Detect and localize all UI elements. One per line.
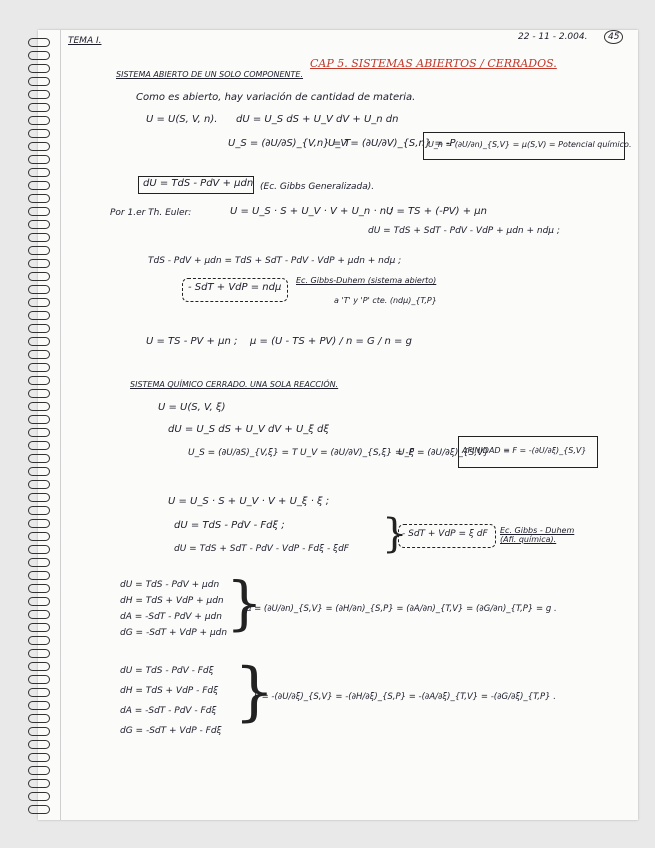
section-title-closed-system: SISTEMA QUÍMICO CERRADO. UNA SOLA REACCIÓN.: [130, 380, 339, 389]
binding-ring: [28, 103, 50, 112]
binding-ring: [28, 610, 50, 619]
eq-dh-f: dH = TdS + VdP - Fdξ: [120, 686, 219, 696]
note-constant-tp: a 'T' y 'P' cte. (ndμ)_{T,P}: [334, 296, 437, 305]
eq-du-f: dU = TdS - PdV - Fdξ: [120, 666, 214, 676]
eq-dg-n: dG = -SdT + VdP + μdn: [120, 628, 228, 638]
eq-us: U_S = (∂U/∂S)_{V,n} = T: [228, 138, 351, 149]
eq-uv: U_V = (∂U/∂V)_{S,n} = -P: [328, 138, 456, 149]
binding-ring: [28, 662, 50, 671]
eq-u-xi: U = U(S, V, ξ): [158, 402, 226, 413]
binding-ring: [28, 168, 50, 177]
eq-euler: U = U_S · S + U_V · V + U_n · n ;: [230, 206, 393, 217]
eq-mu-equalities: μ = (∂U/∂n)_{S,V} = (∂H/∂n)_{S,P} = (∂A/∂n)_{T,V} = (∂G/∂n)_{T,P} = g .: [246, 604, 557, 614]
eq-gibbs-generalized: dU = TdS - PdV + μdn: [143, 178, 254, 189]
binding-ring: [28, 805, 50, 814]
binding-ring: [28, 467, 50, 476]
binding-ring: [28, 415, 50, 424]
note-gibbs-generalized: (Ec. Gibbs Generalizada).: [260, 182, 375, 192]
binding-ring: [28, 688, 50, 697]
binding-ring: [28, 311, 50, 320]
binding-ring: [28, 779, 50, 788]
binding-ring: [28, 766, 50, 775]
binding-ring: [28, 740, 50, 749]
binding-ring: [28, 142, 50, 151]
note-gibbs-duhem-affinity: Ec. Gibbs - Duhem (Afi. química).: [500, 526, 575, 544]
binding-ring: [28, 220, 50, 229]
eq-u-euler: U = TS - PV + μn ;: [146, 336, 238, 347]
binding-ring: [28, 532, 50, 541]
binding-ring: [28, 727, 50, 736]
note-gibbs-duhem-open: Ec. Gibbs-Duhem (sistema abierto): [296, 276, 437, 285]
eq-da-n: dA = -SdT - PdV + μdn: [120, 612, 222, 622]
eq-du-xi: dU = U_S dS + U_V dV + U_ξ dξ: [168, 424, 329, 435]
binding-ring: [28, 350, 50, 359]
binding-ring: [28, 38, 50, 47]
binding-ring: [28, 441, 50, 450]
binding-ring: [28, 324, 50, 333]
eq-du-n: dU = TdS - PdV + μdn: [120, 580, 220, 590]
brace-right: }: [382, 511, 408, 557]
binding-ring: [28, 519, 50, 528]
notebook-page: [38, 30, 638, 820]
binding-ring: [28, 155, 50, 164]
binding-ring: [28, 402, 50, 411]
binding-ring: [28, 298, 50, 307]
binding-ring: [28, 623, 50, 632]
eq-du-long: dU = TdS + SdT - PdV - VdP - Fdξ - ξdF: [174, 544, 349, 554]
eq-u-function: U = U(S, V, n).: [146, 114, 218, 125]
eq-dg-f: dG = -SdT + VdP - Fdξ: [120, 726, 222, 736]
eq-mu-g: μ = (U - TS + PV) / n = G / n = g: [250, 336, 412, 347]
binding-ring: [28, 272, 50, 281]
binding-ring: [28, 64, 50, 73]
brace-potentials-f: }: [234, 655, 275, 729]
binding-ring: [28, 428, 50, 437]
brace-potentials-n: }: [226, 569, 263, 637]
section-title-open-system: SISTEMA ABIERTO DE UN SOLO COMPONENTE.: [116, 70, 304, 79]
binding-ring: [28, 285, 50, 294]
binding-ring: [28, 389, 50, 398]
binding-ring: [28, 545, 50, 554]
eq-du-short: dU = TdS - PdV - Fdξ ;: [174, 520, 285, 531]
binding-ring: [28, 701, 50, 710]
spiral-binding: [18, 30, 58, 820]
binding-ring: [28, 116, 50, 125]
binding-ring: [28, 753, 50, 762]
eq-euler-sub: U = TS + (-PV) + μn: [386, 206, 487, 217]
binding-ring: [28, 337, 50, 346]
binding-ring: [28, 259, 50, 268]
page-number: 45: [604, 30, 623, 44]
binding-ring: [28, 454, 50, 463]
binding-ring: [28, 584, 50, 593]
eq-du-total: dU = U_S dS + U_V dV + U_n dn: [236, 114, 399, 125]
eq-equate: TdS - PdV + μdn = TdS + SdT - PdV - VdP + μdn + ndμ ;: [148, 256, 402, 266]
binding-ring: [28, 129, 50, 138]
binding-ring: [28, 51, 50, 60]
margin-line: [60, 30, 61, 820]
eq-du-expanded: dU = TdS + SdT - PdV - VdP + μdn + ndμ ;: [368, 226, 560, 236]
binding-ring: [28, 636, 50, 645]
binding-ring: [28, 181, 50, 190]
binding-ring: [28, 246, 50, 255]
binding-ring: [28, 376, 50, 385]
chapter-title: CAP 5. SISTEMAS ABIERTOS / CERRADOS.: [310, 57, 557, 70]
binding-ring: [28, 233, 50, 242]
eq-gibbs-duhem-open: - SdT + VdP = ndμ: [188, 282, 282, 293]
binding-ring: [28, 194, 50, 203]
eq-us-xi: U_S = (∂U/∂S)_{V,ξ} = T: [188, 448, 298, 458]
binding-ring: [28, 363, 50, 372]
binding-ring: [28, 90, 50, 99]
eq-dh-n: dH = TdS + VdP + μdn: [120, 596, 224, 606]
header-topic: TEMA I.: [68, 36, 102, 46]
binding-ring: [28, 792, 50, 801]
euler-label: Por 1.er Th. Euler:: [110, 208, 192, 218]
header-date: 22 - 11 - 2.004.: [518, 32, 588, 42]
binding-ring: [28, 480, 50, 489]
eq-affinity-equalities: F = -(∂U/∂ξ)_{S,V} = -(∂H/∂ξ)_{S,P} = -(∂A/∂ξ)_{T,V} = -(∂G/∂ξ)_{T,P} .: [254, 692, 556, 702]
binding-ring: [28, 77, 50, 86]
eq-da-f: dA = -SdT - PdV - Fdξ: [120, 706, 217, 716]
eq-gibbs-duhem-affinity: - SdT + VdP = ξ dF: [402, 529, 488, 539]
eq-affinity: AFINIDAD ≡ F = -(∂U/∂ξ)_{S,V}: [462, 446, 587, 455]
binding-ring: [28, 597, 50, 606]
line-intro: Como es abierto, hay variación de cantidad de materia.: [136, 92, 416, 103]
binding-ring: [28, 493, 50, 502]
binding-ring: [28, 506, 50, 515]
eq-uxi: U_ξ = (∂U/∂ξ)_{S,V}: [398, 448, 490, 458]
binding-ring: [28, 571, 50, 580]
binding-ring: [28, 675, 50, 684]
eq-euler-xi: U = U_S · S + U_V · V + U_ξ · ξ ;: [168, 496, 330, 507]
eq-un: U_n = (∂U/∂n)_{S,V} = μ(S,V) = Potencial químico.: [428, 140, 632, 149]
binding-ring: [28, 207, 50, 216]
binding-ring: [28, 558, 50, 567]
eq-uv-xi: U_V = (∂U/∂V)_{S,ξ} = -P: [300, 448, 415, 458]
binding-ring: [28, 649, 50, 658]
binding-ring: [28, 714, 50, 723]
